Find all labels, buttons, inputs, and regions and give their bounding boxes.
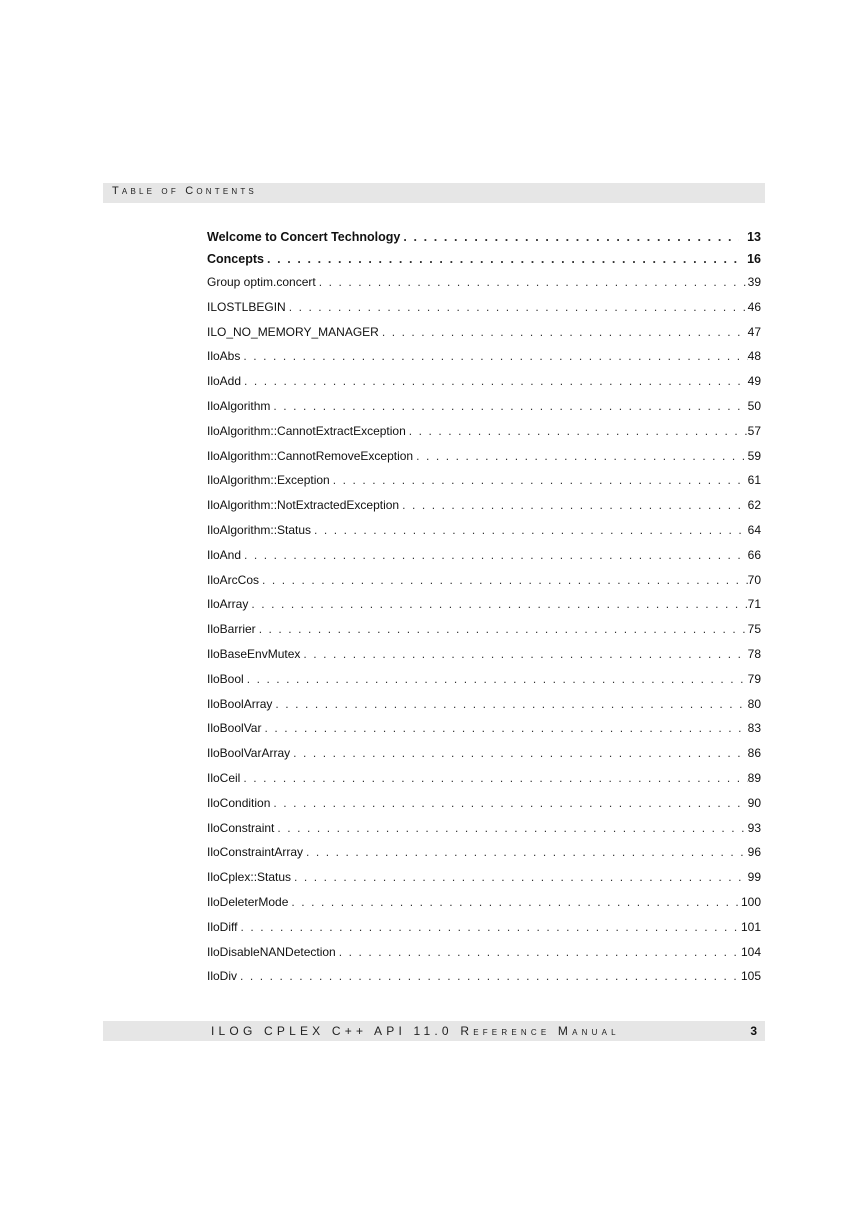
toc-entry-page-number: 61 — [747, 473, 761, 488]
toc-dot-leader — [274, 816, 747, 841]
toc-entry[interactable] — [207, 592, 761, 617]
toc-entry-page-number: 100 — [740, 894, 761, 909]
toc-entry-page-number: 49 — [747, 374, 761, 389]
toc-entry-page-number: 80 — [747, 696, 761, 711]
toc-dot-leader — [261, 716, 747, 741]
page-header-title: Table of Contents — [112, 185, 257, 197]
toc-dot-leader — [288, 890, 741, 915]
toc-entry-title: IloAlgorithm::CannotRemoveException — [207, 448, 414, 463]
toc-entry-page-number: 104 — [740, 944, 761, 959]
toc-entry-title: Welcome to Concert Technology — [207, 230, 401, 244]
toc-entry-page-number: 99 — [747, 870, 761, 885]
toc-entry-title: IloArray — [207, 597, 249, 612]
toc-dot-leader — [336, 940, 741, 965]
toc-dot-leader — [270, 791, 747, 816]
toc-dot-leader — [400, 226, 739, 248]
toc-entry[interactable] — [207, 444, 761, 469]
toc-entry-page-number: 101 — [740, 919, 761, 934]
toc-entry-page-number: 83 — [747, 721, 761, 736]
toc-entry-page-number: 105 — [740, 969, 761, 984]
toc-entry-page-number: 75 — [747, 622, 761, 637]
toc-dot-leader — [264, 248, 739, 270]
toc-entry[interactable] — [207, 617, 761, 642]
toc-entry[interactable] — [207, 468, 761, 493]
toc-dot-leader — [399, 493, 748, 518]
footer-page-number: 3 — [750, 1024, 757, 1038]
toc-entry[interactable] — [207, 766, 761, 791]
toc-dot-leader — [241, 543, 748, 568]
toc-dot-leader — [256, 617, 748, 642]
toc-entry-title: IloAlgorithm::Status — [207, 522, 312, 537]
toc-entry-title: IloBaseEnvMutex — [207, 646, 301, 661]
toc-entry-page-number: 90 — [747, 795, 761, 810]
toc-entry[interactable] — [207, 741, 761, 766]
toc-dot-leader — [259, 568, 748, 593]
toc-entry-page-number: 96 — [747, 845, 761, 860]
toc-entry-title: IloArcCos — [207, 572, 260, 587]
toc-entry[interactable] — [207, 816, 761, 841]
toc-entry-title: IloBool — [207, 671, 244, 686]
toc-entry[interactable] — [207, 840, 761, 865]
toc-entry-title: IloDeleterMode — [207, 894, 289, 909]
toc-dot-leader — [290, 741, 747, 766]
toc-entry-title: IloConstraint — [207, 820, 275, 835]
toc-entry-page-number: 46 — [747, 299, 761, 314]
toc-dot-leader — [286, 295, 748, 320]
toc-entry[interactable] — [207, 493, 761, 518]
toc-entry-page-number: 93 — [747, 820, 761, 835]
toc-dot-leader — [330, 468, 748, 493]
toc-dot-leader — [311, 518, 748, 543]
toc-entry-title: IloAbs — [207, 349, 241, 364]
toc-entry-page-number: 39 — [747, 275, 761, 289]
toc-entry[interactable] — [207, 543, 761, 568]
toc-entry[interactable] — [207, 865, 761, 890]
toc-entry-title: IloCondition — [207, 795, 271, 810]
toc-entry-title: IloDisableNANDetection — [207, 944, 336, 959]
toc-dot-leader — [240, 766, 747, 791]
toc-entry-title: Concepts — [207, 252, 264, 266]
toc-entry-title: IloBoolVarArray — [207, 746, 291, 761]
toc-entry-page-number: 66 — [747, 547, 761, 562]
toc-dot-leader — [413, 444, 748, 469]
toc-entry-page-number: 62 — [747, 498, 761, 513]
toc-entry-title: IloAlgorithm — [207, 398, 271, 413]
toc-entry[interactable] — [207, 890, 761, 915]
toc-dot-leader — [406, 419, 748, 444]
toc-dot-leader — [303, 840, 748, 865]
toc-entry-page-number: 86 — [747, 746, 761, 761]
toc-entry-title: Group optim.concert — [207, 275, 316, 289]
toc-entry-page-number: 16 — [747, 252, 761, 266]
toc-entry-title: IloAlgorithm::CannotExtractException — [207, 423, 406, 438]
toc-dot-leader — [272, 692, 747, 717]
toc-entry-page-number: 89 — [747, 770, 761, 785]
toc-entry[interactable] — [207, 791, 761, 816]
toc-dot-leader — [237, 964, 741, 989]
table-of-contents — [207, 226, 761, 989]
toc-entry-title: IloDiff — [207, 919, 238, 934]
toc-dot-leader — [241, 369, 748, 394]
toc-entry[interactable] — [207, 667, 761, 692]
toc-dot-leader — [291, 865, 748, 890]
toc-entry-page-number: 64 — [747, 522, 761, 537]
toc-dot-leader — [240, 344, 747, 369]
toc-entry[interactable] — [207, 692, 761, 717]
toc-entry-title: IloDiv — [207, 969, 238, 984]
toc-entry-title: ILOSTLBEGIN — [207, 299, 286, 314]
toc-dot-leader — [244, 667, 748, 692]
toc-entry-title: IloAdd — [207, 374, 242, 389]
toc-entry[interactable] — [207, 394, 761, 419]
toc-entry-title: IloAlgorithm::NotExtractedException — [207, 498, 400, 513]
toc-entry[interactable] — [207, 270, 761, 295]
toc-entry-page-number: 70 — [747, 572, 761, 587]
footer-manual-title: ILOG CPLEX C++ API 11.0 Reference Manual — [211, 1024, 620, 1038]
toc-entry-page-number: 71 — [747, 597, 761, 612]
toc-entry[interactable] — [207, 716, 761, 741]
toc-entry-page-number: 78 — [747, 646, 761, 661]
toc-entry-page-number: 57 — [747, 423, 761, 438]
toc-entry-title: IloConstraintArray — [207, 845, 304, 860]
toc-entry[interactable] — [207, 320, 761, 345]
toc-dot-leader — [248, 592, 747, 617]
toc-entry-title: IloCeil — [207, 770, 241, 785]
toc-entry-title: IloCplex::Status — [207, 870, 292, 885]
toc-entry-page-number: 48 — [747, 349, 761, 364]
toc-entry[interactable] — [207, 226, 761, 248]
toc-entry[interactable] — [207, 344, 761, 369]
toc-entry[interactable] — [207, 568, 761, 593]
toc-entry[interactable] — [207, 915, 761, 940]
toc-entry-page-number: 50 — [747, 398, 761, 413]
toc-entry[interactable] — [207, 518, 761, 543]
header-bar — [103, 183, 765, 203]
toc-entry[interactable] — [207, 248, 761, 270]
toc-entry-page-number: 47 — [747, 324, 761, 339]
toc-entry-title: IloAnd — [207, 547, 242, 562]
toc-entry[interactable] — [207, 642, 761, 667]
toc-entry[interactable] — [207, 964, 761, 989]
toc-entry-page-number: 59 — [747, 448, 761, 463]
toc-entry-title: IloBarrier — [207, 622, 256, 637]
toc-dot-leader — [379, 320, 748, 345]
toc-dot-leader — [237, 915, 741, 940]
toc-entry[interactable] — [207, 940, 761, 965]
toc-entry-page-number: 79 — [747, 671, 761, 686]
toc-entry-title: IloAlgorithm::Exception — [207, 473, 330, 488]
toc-entry-title: IloBoolArray — [207, 696, 273, 711]
toc-entry[interactable] — [207, 369, 761, 394]
toc-entry-page-number: 13 — [747, 230, 761, 244]
toc-entry[interactable] — [207, 295, 761, 320]
toc-dot-leader — [270, 394, 747, 419]
toc-entry-title: IloBoolVar — [207, 721, 262, 736]
toc-dot-leader — [300, 642, 747, 667]
toc-entry-title: ILO_NO_MEMORY_MANAGER — [207, 324, 379, 339]
toc-entry[interactable] — [207, 419, 761, 444]
toc-dot-leader — [316, 270, 748, 295]
footer-bar — [103, 1021, 765, 1041]
